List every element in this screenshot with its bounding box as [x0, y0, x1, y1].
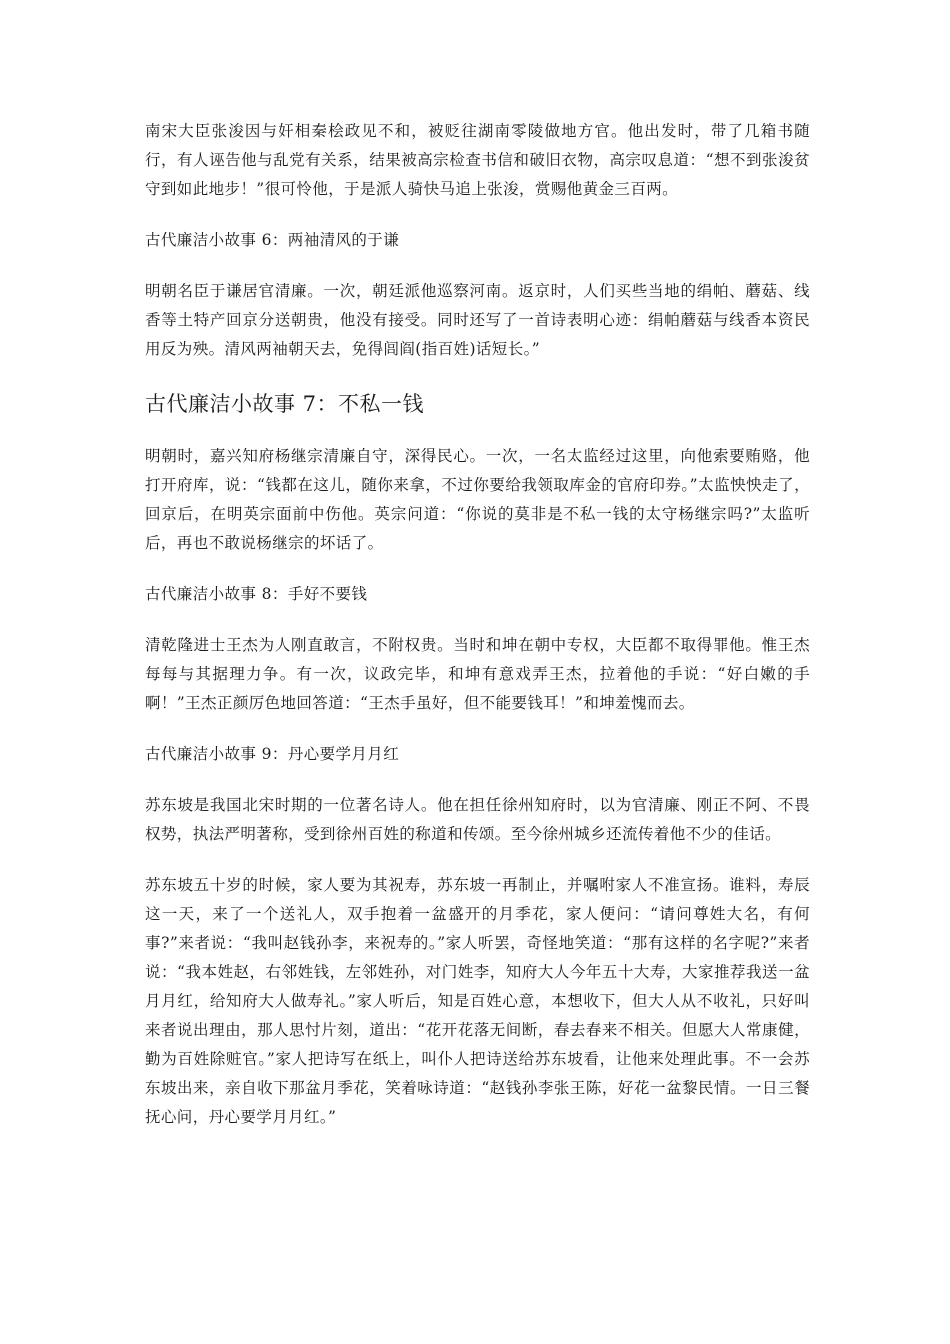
story-9-body-1: 苏东坡是我国北宋时期的一位著名诗人。他在担任徐州知府时，以为官清廉、刚正不阿、不畏权势，执法严明著称，受到徐州百姓的称道和传颂。至今徐州城乡还流传着他不少的佳话。: [145, 796, 810, 843]
story-9-heading: 古代廉洁小故事 9：丹心要学月月红: [145, 745, 400, 763]
story-6-heading: 古代廉洁小故事 6：两袖清风的于谦: [145, 231, 400, 249]
story-7-body: 明朝时，嘉兴知府杨继宗清廉自守，深得民心。一次，一名太监经过这里，向他索要贿赂，他打开府库，说：“钱都在这儿，随你来拿，不过你要给我领取库金的官府印券。”太监怏怏走了，回京后，在明英宗面前中伤他。英宗问道：“你说的莫非是不私一钱的太守杨继宗吗?”太监听后，再也不敢说杨继宗的坏话了。: [145, 447, 810, 552]
story-8-heading: 古代廉洁小故事 8：手好不要钱: [145, 585, 368, 603]
document-page: [145, 117, 810, 1132]
story-7-heading: 古代廉洁小故事 7：不私一钱: [145, 392, 425, 416]
story-9-body-2: 苏东坡五十岁的时候，家人要为其祝寿，苏东坡一再制止，并嘱咐家人不准宣扬。谁料，寿辰这一天，来了一个送礼人，双手抱着一盆盛开的月季花，家人便问：“请问尊姓大名，有何事?”来者说：“我叫赵钱孙李，来祝寿的。”家人听罢，奇怪地笑道：“那有这样的名字呢?”来者说：“我本姓赵，右邻姓钱，左邻姓孙，对门姓李，知府大人今年五十大寿，大家推荐我送一盆月月红，给知府大人做寿礼。”家人听后，知是百姓心意，本想收下，但大人从不收礼，只好叫来者说出理由，那人思忖片刻，道出：“花开花落无间断，春去春来不相关。但愿大人常康健，勤为百姓除赃官。”家人把诗写在纸上，叫仆人把诗送给苏东坡看，让他来处理此事。不一会苏东坡出来，亲自收下那盆月季花，笑着咏诗道：“赵钱孙李张王陈，好花一盆黎民情。一日三餐抚心问，丹心要学月月红。”: [145, 876, 810, 1126]
story-6-body: 明朝名臣于谦居官清廉。一次，朝廷派他巡察河南。返京时，人们买些当地的绢帕、蘑菇、线香等土特产回京分送朝贵，他没有接受。同时还写了一首诗表明心迹：绢帕蘑菇与线香本资民用反为殃。清风两袖朝天去，免得闾阎(指百姓)话短长。”: [145, 282, 810, 358]
story-8-body: 清乾隆进士王杰为人刚直敢言，不附权贵。当时和坤在朝中专权，大臣都不取得罪他。惟王杰每每与其据理力争。有一次，议政完毕，和坤有意戏弄王杰，拉着他的手说：“好白嫩的手啊！”王杰正颜厉色地回答道：“王杰手虽好，但不能要钱耳！”和坤羞愧而去。: [145, 636, 810, 712]
story-5-body: 南宋大臣张浚因与奸相秦桧政见不和，被贬往湖南零陵做地方官。他出发时，带了几箱书随行，有人诬告他与乱党有关系，结果被高宗检查书信和破旧衣物，高宗叹息道：“想不到张浚贫守到如此地步！”很可怜他，于是派人骑快马追上张浚，赏赐他黄金三百两。: [145, 122, 810, 198]
